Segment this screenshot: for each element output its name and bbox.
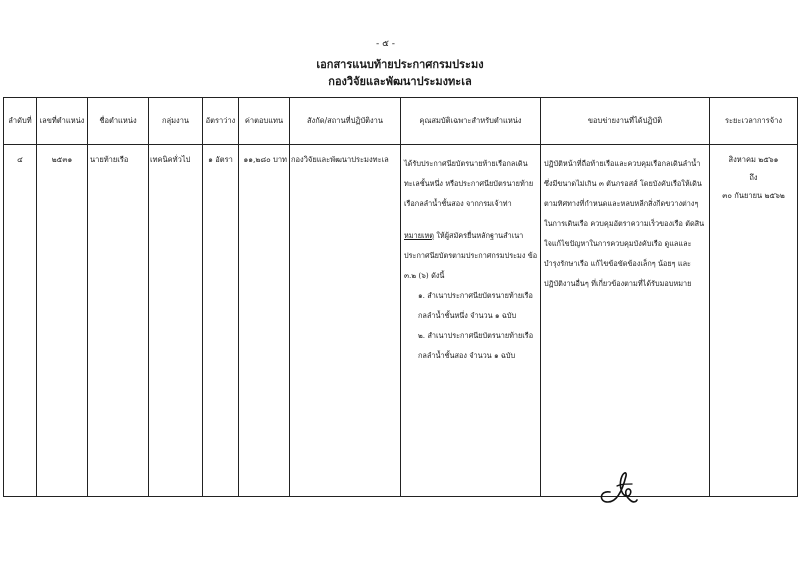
column-header-no: ลำดับที่ [4, 98, 37, 145]
row-group: เทคนิคทั่วไป [150, 155, 191, 164]
period-start: สิงหาคม ๒๕๖๑ [728, 155, 779, 164]
column-header-period: ระยะเวลาการจ้าง [710, 98, 798, 145]
duties-text: ปฏิบัติหน้าที่ถือท้ายเรือและควบคุมเรือกลเดินลำน้ำซึ่งมีขนาดไม่เกิน ๓ ตันกรอสส์ โดยบังคับเรือให้เดินตามทิศทางที่กำหนดและหลบหลีกสิ่งกีดขวางต่างๆ ในการเดินเรือ ควบคุมอัตราความเร็วของเรือ ตัดสินใจแก้ไขปัญหาในการควบคุมบังคับเรือ ดูแลและบำรุงรักษาเรือ แก้ไขข้อขัดข้องเล็กๆ น้อยๆ และปฏิบัติงานอื่นๆ ที่เกี่ยวข้องตามที่ได้รับมอบหมาย [544, 159, 705, 288]
employment-period [710, 145, 797, 202]
row-number: ๔ [17, 155, 23, 164]
page-number: - ๕ - [376, 39, 396, 49]
row-position-name: นายท้ายเรือ [90, 155, 129, 164]
column-header-group: กลุ่มงาน [149, 98, 203, 145]
note-text: ให้ผู้สมัครยื่นหลักฐานสำเนาประกาศนียบัตรตามประกาศกรมประมง ข้อ ๓.๒ (๖) ดังนี้ [404, 231, 538, 280]
qualification-block [401, 145, 540, 366]
qualification-main: ได้รับประกาศนียบัตรนายท้ายเรือกลเดินทะเลชั้นหนึ่ง หรือประกาศนียบัตรนายท้ายเรือกลลำน้ำชั้นสอง จากกรมเจ้าท่า [404, 159, 534, 208]
signature-mark [592, 462, 638, 508]
row-agency: กองวิจัยและพัฒนาประมงทะเล [291, 155, 389, 164]
column-header-agency: สังกัด/สถานที่ปฏิบัติงาน [290, 98, 401, 145]
row-salary: ๑๑,๒๘๐ บาท [243, 155, 287, 164]
qualification-item-2: ๒. สำเนาประกาศนียบัตรนายท้ายเรือกลลำน้ำชั้นสอง จำนวน ๑ ฉบับ [418, 331, 534, 360]
column-header-qualification: คุณสมบัติเฉพาะสำหรับตำแหน่ง [401, 98, 541, 145]
column-header-duties: ขอบข่ายงานที่ได้ปฏิบัติ [541, 98, 710, 145]
qualification-item-1: ๑. สำเนาประกาศนียบัตรนายท้ายเรือกลลำน้ำชั้นหนึ่ง จำนวน ๑ ฉบับ [418, 291, 533, 320]
note-label: หมายเหตุ [404, 231, 435, 240]
document-title: เอกสารแนบท้ายประกาศกรมประมง [316, 58, 484, 71]
column-header-position-no: เลขที่ตำแหน่ง [37, 98, 88, 145]
column-header-vacancy: อัตราว่าง [203, 98, 239, 145]
table-header-row [4, 98, 798, 145]
row-position-number: ๒๕๓๑ [51, 155, 73, 164]
table-row [4, 145, 798, 497]
column-header-salary: ค่าตอบแทน [239, 98, 290, 145]
column-header-position-name: ชื่อตำแหน่ง [88, 98, 149, 145]
row-vacancy: ๑ อัตรา [208, 155, 233, 164]
qualification-note [404, 226, 538, 286]
period-end: ๓๐ กันยายน ๒๕๖๒ [722, 191, 785, 200]
position-table [3, 97, 798, 497]
document-subtitle: กองวิจัยและพัฒนาประมงทะเล [328, 75, 472, 88]
period-to: ถึง [749, 173, 758, 182]
